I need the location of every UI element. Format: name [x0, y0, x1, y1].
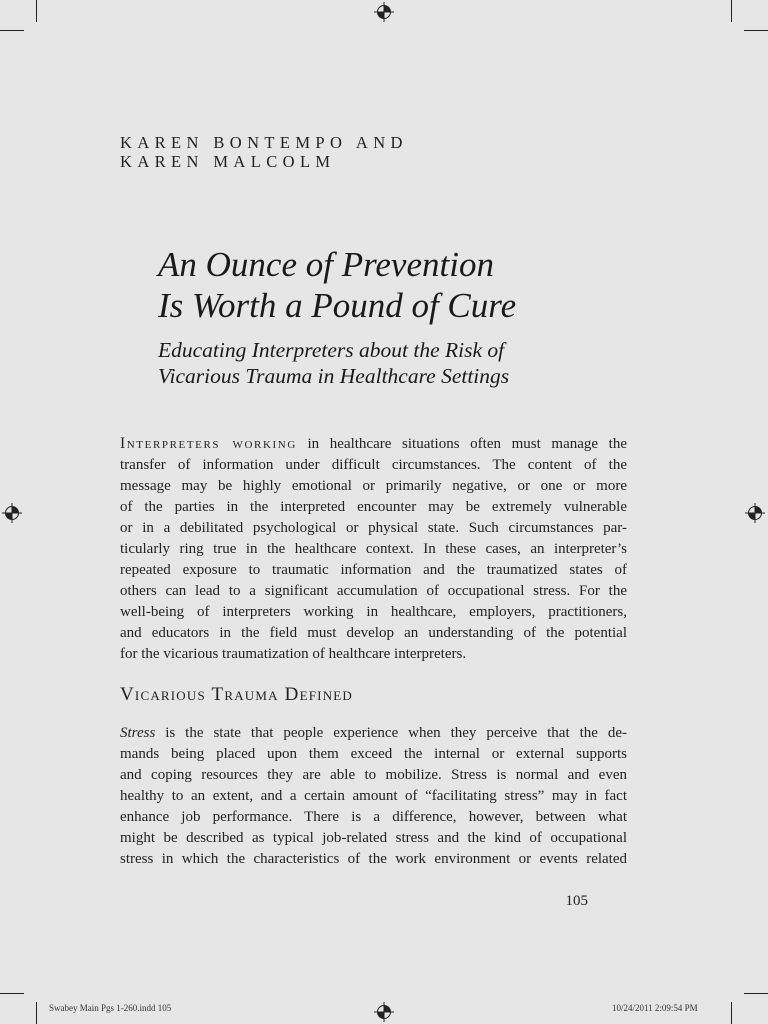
crop-mark-bottom-right	[731, 1002, 732, 1024]
paragraph-line: message may be highly emotional or primarily negative, or one or more	[120, 478, 627, 494]
paragraph-line: and educators in the field must develop an understanding of the potential	[120, 625, 627, 641]
paragraph-line: healthy to an extent, and a certain amount of “facilitating stress” may in fact	[120, 788, 627, 804]
crop-mark-right-top	[744, 30, 768, 31]
crop-mark-bottom-left	[36, 1002, 37, 1024]
body-paragraph	[120, 723, 627, 870]
crop-mark-left-top	[0, 30, 24, 31]
chapter-subtitle	[158, 337, 509, 389]
registration-target-icon	[745, 503, 765, 523]
paragraph-line: others can lead to a significant accumulation of occupational stress. For the	[120, 583, 627, 599]
paragraph-line: might be described as typical job-related stress and the kind of occupational	[120, 830, 627, 846]
paragraph-line	[120, 723, 627, 744]
paragraph-line: and coping resources they are able to mobilize. Stress is normal and even	[120, 767, 627, 783]
author-line: KAREN MALCOLM	[120, 152, 336, 171]
registration-target-icon	[2, 503, 22, 523]
chapter-title	[158, 244, 516, 326]
paragraph-line: repeated exposure to traumatic information and the traumatized states of	[120, 562, 627, 578]
paragraph-line: or in a debilitated psychological or physical state. Such circumstances par-	[120, 520, 627, 536]
paragraph-line: for the vicarious traumatization of healthcare interpreters.	[120, 646, 467, 662]
intro-paragraph	[120, 433, 627, 665]
crop-mark-top-right	[731, 0, 732, 22]
paragraph-line	[120, 433, 627, 455]
page-number: 105	[565, 893, 588, 909]
crop-mark-top-left	[36, 0, 37, 22]
title-line: An Ounce of Prevention	[158, 245, 494, 284]
paragraph-line: mands being placed upon them exceed the internal or external supports	[120, 746, 627, 762]
subtitle-line: Educating Interpreters about the Risk of	[158, 338, 505, 362]
paragraph-text: is the state that people experience when they perceive that the de-	[155, 725, 627, 741]
paragraph-line: of the parties in the interpreted encounter may be extremely vulnerable	[120, 499, 627, 515]
registration-target-icon	[374, 1002, 394, 1022]
section-heading: Vicarious Trauma Defined	[120, 684, 354, 705]
registration-target-icon	[374, 2, 394, 22]
subtitle-line: Vicarious Trauma in Healthcare Settings	[158, 364, 510, 388]
paragraph-line: transfer of information under difficult circumstances. The content of the	[120, 457, 627, 473]
lead-in-smallcaps: Interpreters working	[120, 435, 297, 452]
paragraph-line: stress in which the characteristics of the work environment or events related	[120, 851, 627, 867]
author-line: KAREN BONTEMPO AND	[120, 133, 408, 152]
paragraph-text: in healthcare situations often must manage the	[296, 436, 627, 452]
chapter-authors	[120, 133, 408, 171]
title-line: Is Worth a Pound of Cure	[158, 286, 517, 325]
paragraph-line: well-being of interpreters working in healthcare, employers, practitioners,	[120, 604, 627, 620]
slug-timestamp: 10/24/2011 2:09:54 PM	[612, 1003, 698, 1013]
slug-file-name: Swabey Main Pgs 1-260.indd 105	[49, 1003, 172, 1013]
paragraph-line: enhance job performance. There is a difference, however, between what	[120, 809, 627, 825]
crop-mark-right-bottom	[744, 993, 768, 994]
italic-term: Stress	[120, 725, 156, 741]
crop-mark-left-bottom	[0, 993, 24, 994]
paragraph-line: ticularly ring true in the healthcare context. In these cases, an interpreter’s	[120, 541, 627, 557]
